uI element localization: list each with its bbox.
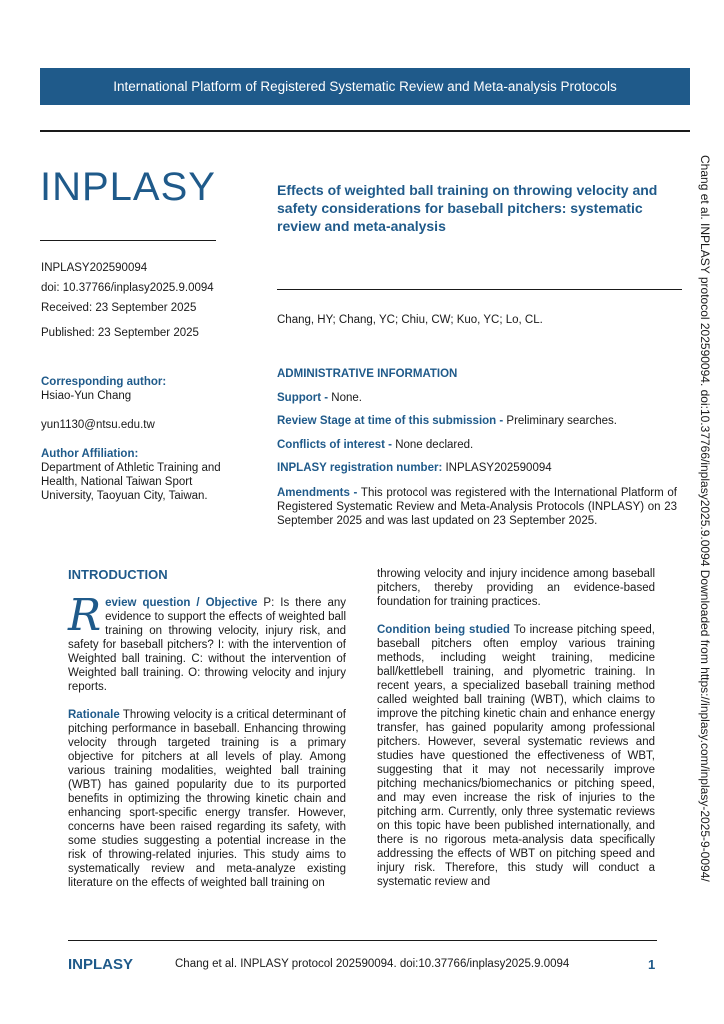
header-rule (40, 130, 690, 132)
paper-title: Effects of weighted ball training on throwing velocity and safety considerations for baseball pitchers: systematic review and meta-analysis (277, 182, 658, 234)
title-rule (277, 289, 682, 290)
intro-left-column (68, 590, 346, 890)
review-question-text: P: Is there any evidence to support the effects of weighted ball training on throwing velocity, injury risk, and safety for baseball pitchers? I: with the intervention of Weighted ball training. C: without the intervention of Weighted ball training. O: throwing velocity and injury reports. (68, 597, 346, 693)
registration-id: INPLASY202590094 (41, 262, 148, 274)
affiliation-text: Department of Athletic Training and Health, National Taiwan Sport University, Taoyuan City, Taiwan. (41, 462, 221, 502)
introduction-heading: INTRODUCTION (68, 567, 168, 582)
support-line (277, 391, 677, 405)
conflicts-line (277, 438, 677, 452)
corresponding-author-label: Corresponding author: (41, 376, 167, 388)
intro-right-column (377, 567, 655, 889)
review-question-paragraph (68, 590, 346, 694)
doi-text: doi: 10.37766/inplasy2025.9.0094 (41, 282, 214, 294)
amendments-label: Amendments - (277, 487, 358, 499)
review-question-label: eview question / Objective (105, 597, 258, 609)
corresponding-author-email[interactable]: yun1130@ntsu.edu.tw (41, 419, 155, 431)
conflicts-value: None declared. (392, 439, 474, 451)
corresponding-author-name: Hsiao-Yun Chang (41, 390, 132, 402)
rationale-text: Throwing velocity is a critical determinant of pitching performance in baseball. Enhancing throwing velocity through targeted training is a primary objective for pitchers at all levels of play. Among various training modalities, weighted ball training (WBT) has gained popularity due to its purported benefits in optimizing the throwing kinetic chain and enhancing sport-specific energy transfer. However, concerns have been raised regarding its safety, with some studies suggesting a potential increase in the risk of throwing-related injuries. This study aims to systematically review and meta-analyze existing literature on the effects of weighted ball training on (68, 709, 346, 889)
footer-citation: Chang et al. INPLASY protocol 202590094. doi:10.37766/inplasy2025.9.0094 (175, 958, 570, 970)
page-number: 1 (648, 957, 656, 972)
review-stage-line (277, 414, 677, 428)
support-label: Support - (277, 392, 329, 404)
condition-paragraph (377, 623, 655, 889)
platform-banner: International Platform of Registered Systematic Review and Meta-analysis Protocols (40, 68, 690, 105)
footer-brand: INPLASY (68, 956, 134, 973)
rationale-continuation: throwing velocity and injury incidence among baseball pitchers, thereby providing an evidence-based foundation for training practices. (377, 568, 655, 608)
rationale-label: Rationale (68, 709, 120, 721)
registration-number-label: INPLASY registration number: (277, 462, 443, 474)
review-stage-value: Preliminary searches. (503, 415, 617, 427)
footer-rule (68, 940, 657, 941)
condition-text: To increase pitching speed, baseball pitchers often employ various training methods, including weight training, medicine ball/kettlebell training, and plyometric training. In recent years, a specialized baseball training method called weighted ball training (WBT), which claims to improve the pitching kinetic chain and enhance energy transfer, has gained popularity among professional pitchers. However, several systematic reviews and studies have questioned the effectiveness of WBT, suggesting that it may not necessarily improve pitching mechanics/biomechanics or pitching speed, and may even increase the risk of injuries to the pitching arm. Currently, only three systematic reviews on this topic have been published internationally, and there is no rigorous meta-analysis data specifically addressing the effects of WBT on pitching speed and injury risk. Therefore, this study will conduct a systematic review and (377, 624, 656, 888)
amendments-paragraph (277, 486, 677, 528)
admin-heading: ADMINISTRATIVE INFORMATION (277, 368, 458, 380)
logo-rule (40, 240, 216, 241)
received-date: Received: 23 September 2025 (41, 302, 197, 314)
inplasy-logo: INPLASY (40, 165, 216, 209)
registration-number-line (277, 461, 677, 475)
review-stage-label: Review Stage at time of this submission - (277, 415, 504, 427)
support-value: None. (328, 392, 362, 404)
amendments-text: This protocol was registered with the International Platform of Registered Systematic Review and Meta-Analysis Protocols (INPLASY) on 23 September 2025 and was last updated on 23 September 2025. (277, 487, 678, 527)
published-date: Published: 23 September 2025 (41, 327, 199, 339)
author-list: Chang, HY; Chang, YC; Chiu, CW; Kuo, YC; Lo, CL. (277, 314, 543, 326)
conflicts-label: Conflicts of interest - (277, 439, 393, 451)
side-citation: Chang et al. INPLASY protocol 202590094. doi:10.37766/inplasy2025.9.0094 Downloaded from https://inplasy.com/inplasy-2025-9-0094/ (698, 155, 712, 882)
dropcap-letter: R (68, 590, 102, 641)
condition-label: Condition being studied (377, 624, 510, 636)
rationale-paragraph (68, 708, 346, 890)
affiliation-label: Author Affiliation: (41, 448, 139, 460)
registration-number-value: INPLASY202590094 (442, 462, 552, 474)
